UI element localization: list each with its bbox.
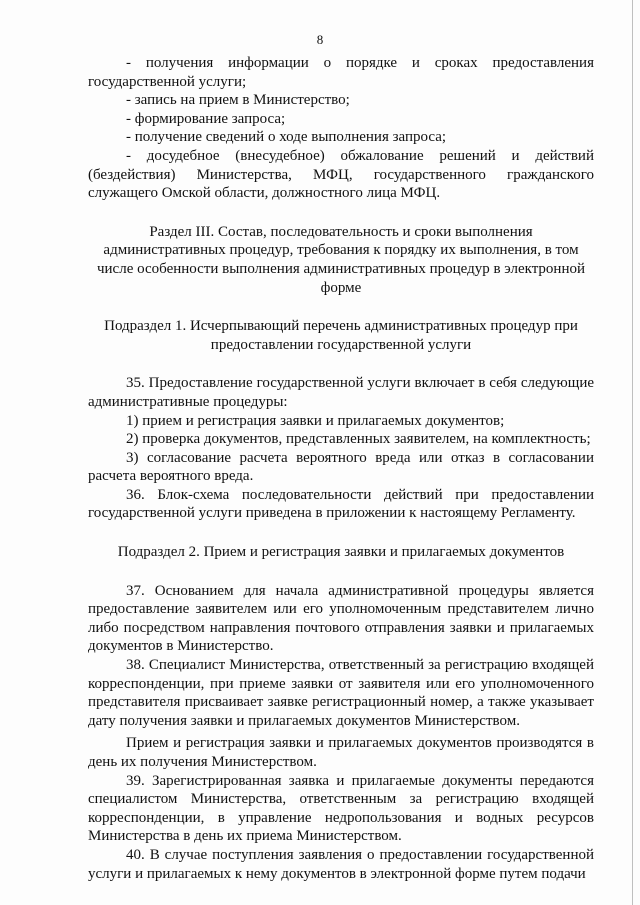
subsection-heading: Подраздел 1. Исчерпывающий перечень административных процедур при предоставлении государственной услуги [104, 318, 578, 353]
paragraph: Прием и регистрация заявки и прилагаемых документов производятся в день их получения Министерством. [88, 735, 594, 770]
paragraph: 40. В случае поступления заявления о предоставлении государственной услуги и прилагаемых к нему документов в электронной форме путем подачи [88, 846, 594, 882]
list-item: - получения информации о порядке и сроках предоставления государственной услуги; [88, 55, 594, 90]
list-item: - получение сведений о ходе выполнения запроса; [126, 129, 447, 146]
list-item: - досудебное (внесудебное) обжалование решений и действий (бездействия) Министерства, МФЦ, государственного гражданского служащего Омской области, должностного лица МФЦ. [88, 147, 594, 202]
paragraph: 37. Основанием для начала административной процедуры является предоставление заявителем или его уполномоченным представителем лично либо посредством направления почтового отправления заявки и прилагаемых документов в Министерство. [88, 582, 594, 655]
page-number: 8 [316, 32, 324, 47]
scan-edge-mark [632, 0, 633, 905]
paragraph: 35. Предоставление государственной услуги включает в себя следующие административные процедуры: [88, 375, 594, 410]
list-item: 1) прием и регистрация заявки и прилагаемых документов; [126, 412, 505, 429]
list-item: 2) проверка документов, представленных заявителем, на комплектность; [126, 431, 591, 448]
list-item: 3) согласование расчета вероятного вреда или отказ в согласовании расчета вероятного вреда. [88, 449, 594, 485]
section-heading: Раздел III. Состав, последовательность и сроки выполнения административных процедур, требования к порядку их выполнения, в том числе особенности выполнения административных процедур в электронной форме [96, 223, 586, 296]
list-item: - запись на прием в Министерство; [126, 92, 350, 109]
document-body [88, 54, 594, 883]
paragraph: 36. Блок-схема последовательности действий при предоставлении государственной услуги приведена в приложении к настоящему Регламенту. [88, 486, 594, 522]
subsection-heading: Подраздел 2. Прием и регистрация заявки и прилагаемых документов [117, 544, 565, 561]
paragraph: 38. Специалист Министерства, ответственный за регистрацию входящей корреспонденции, при приеме заявки от заявителя или его уполномоченного представителя присваивает заявке регистрационный номер, а также указывает дату получения заявки и прилагаемых документов Министерством. [88, 657, 594, 729]
paragraph: 39. Зарегистрированная заявка и прилагаемые документы передаются специалистом Министерства, ответственным за регистрацию входящей корреспонденции, в управление недропользования и водных ресурсов Министерства в день их приема Министерством. [88, 772, 594, 845]
list-item: - формирование запроса; [126, 110, 286, 127]
